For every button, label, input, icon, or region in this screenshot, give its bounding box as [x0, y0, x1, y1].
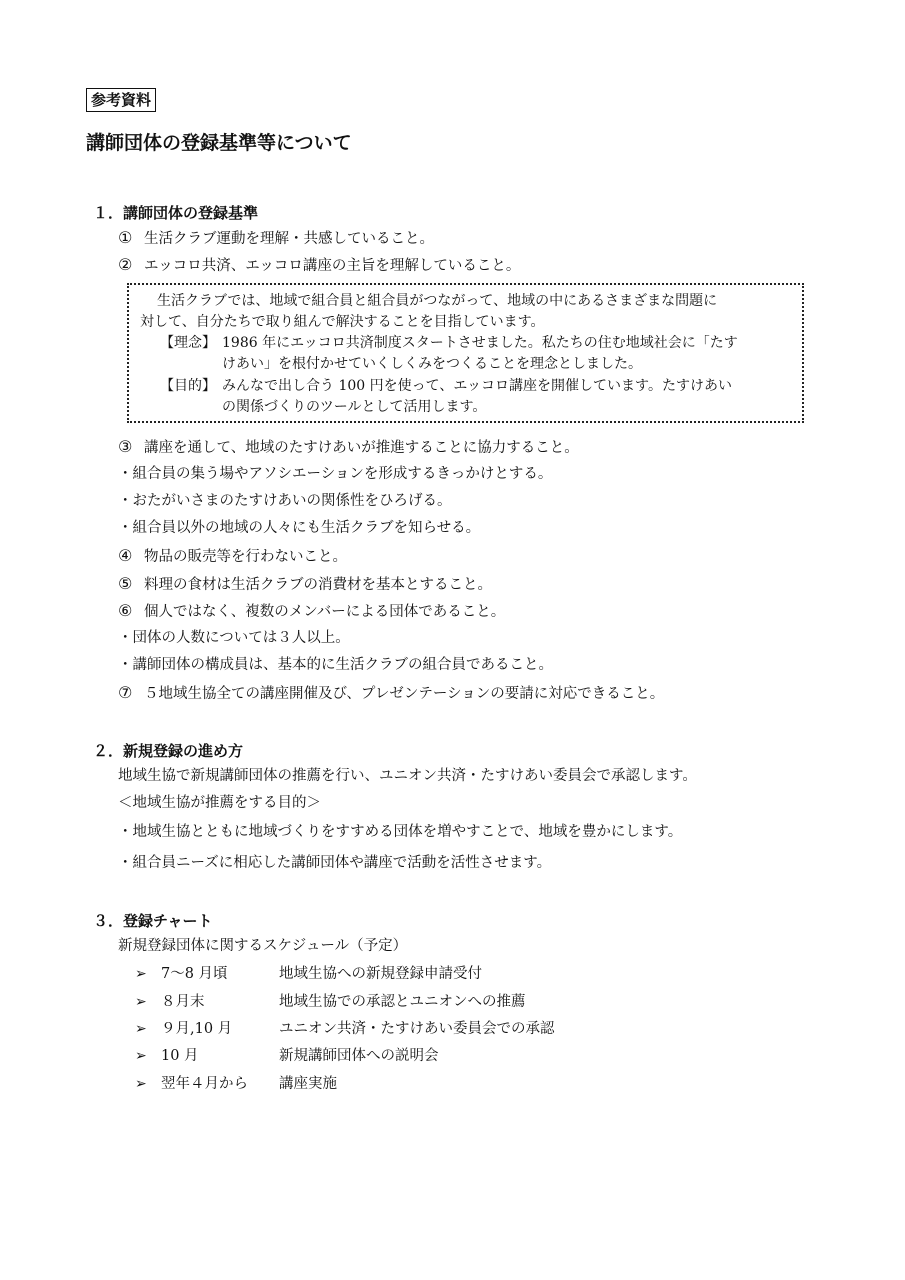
mokuteki-line2: の関係づくりのツールとして活用します。 [222, 399, 487, 415]
box-intro-line1: 生活クラブでは、地域で組合員と組合員がつながって、地域の中にあるさまざまな問題に [157, 293, 718, 309]
schedule-row [135, 1018, 555, 1040]
criterion-mark: ⑦ [118, 683, 133, 702]
schedule-what: ユニオン共済・たすけあい委員会での承認 [279, 1021, 555, 1037]
page-title: 講師団体の登録基準等について [86, 132, 352, 154]
section2-bullet-2: ・組合員ニーズに相応した講師団体や講座で活動を活性させます。 [118, 855, 552, 871]
c3-bullet-2: ・おたがいさまのたすけあいの関係性をひろげる。 [118, 493, 452, 509]
rinen-label: 【理念】 [160, 335, 216, 351]
section3-intro: 新規登録団体に関するスケジュール（予定） [118, 938, 408, 954]
criterion-text: 料理の食材は生活クラブの消費材を基本とすること。 [144, 577, 492, 593]
criterion-6 [118, 600, 505, 623]
criterion-text: 講座を通して、地域のたすけあいが推進することに協力すること。 [144, 440, 579, 456]
criterion-4 [118, 545, 347, 568]
section2-bullet-1: ・地域生協とともに地域づくりをすすめる団体を増やすことで、地域を豊かにします。 [118, 824, 683, 840]
criterion-1 [118, 227, 434, 250]
reference-tag: 参考資料 [86, 88, 156, 112]
arrow-bullet-icon: ➢ [135, 994, 147, 1010]
schedule-when: ８月末 [161, 994, 205, 1010]
schedule-row [135, 1045, 439, 1067]
criterion-text: ５地域生協全ての講座開催及び、プレゼンテーションの要請に対応できること。 [144, 686, 665, 702]
criterion-3 [118, 436, 579, 459]
criterion-mark: ⑥ [118, 601, 133, 620]
schedule-what: 新規講師団体への説明会 [279, 1048, 439, 1064]
schedule-row [135, 1073, 337, 1095]
criterion-7 [118, 682, 664, 705]
mokuteki-label: 【目的】 [160, 378, 216, 394]
schedule-row [135, 963, 482, 985]
section1-heading: １．講師団体の登録基準 [93, 204, 259, 222]
rinen-line1: 1986 年にエッコロ共済制度スタートさせました。私たちの住む地域社会に「たす [222, 335, 738, 351]
section3-heading: ３．登録チャート [93, 912, 213, 930]
criterion-mark: ② [118, 255, 133, 274]
schedule-when: 翌年４月から [161, 1076, 248, 1092]
box-intro-line2: 対して、自分たちで取り組んで解決することを目指しています。 [140, 314, 545, 330]
criterion-text: 物品の販売等を行わないこと。 [144, 549, 347, 565]
criterion-5 [118, 573, 492, 596]
schedule-when: ９月,10 月 [161, 1021, 233, 1037]
criterion-mark: ⑤ [118, 574, 133, 593]
rinen-line2: けあい」を根付かせていくしくみをつくることを理念としました。 [222, 356, 642, 372]
criterion-text: エッコロ共済、エッコロ講座の主旨を理解していること。 [144, 258, 521, 274]
schedule-what: 地域生協での承認とユニオンへの推薦 [279, 994, 526, 1010]
purpose-heading: ＜地域生協が推薦をする目的＞ [118, 795, 321, 811]
arrow-bullet-icon: ➢ [135, 1076, 147, 1092]
criterion-text: 個人ではなく、複数のメンバーによる団体であること。 [144, 604, 506, 620]
criterion-text: 生活クラブ運動を理解・共感していること。 [144, 231, 434, 247]
c3-bullet-1: ・組合員の集う場やアソシエーションを形成するきっかけとする。 [118, 466, 553, 482]
section2-line1: 地域生協で新規講師団体の推薦を行い、ユニオン共済・たすけあい委員会で承認します。 [118, 768, 697, 784]
c6-bullet-1: ・団体の人数については３人以上。 [118, 630, 350, 646]
c3-bullet-3: ・組合員以外の地域の人々にも生活クラブを知らせる。 [118, 520, 481, 536]
schedule-what: 講座実施 [279, 1076, 337, 1092]
arrow-bullet-icon: ➢ [135, 966, 147, 982]
criterion-mark: ④ [118, 546, 133, 565]
arrow-bullet-icon: ➢ [135, 1048, 147, 1064]
mokuteki-line1: みんなで出し合う 100 円を使って、エッコロ講座を開催しています。たすけあい [222, 378, 732, 394]
schedule-what: 地域生協への新規登録申請受付 [279, 966, 482, 982]
criterion-mark: ① [118, 228, 133, 247]
criterion-mark: ③ [118, 437, 133, 456]
arrow-bullet-icon: ➢ [135, 1021, 147, 1037]
criterion-2 [118, 254, 520, 277]
c6-bullet-2: ・講師団体の構成員は、基本的に生活クラブの組合員であること。 [118, 657, 553, 673]
schedule-when: 10 月 [161, 1048, 199, 1064]
schedule-row [135, 991, 526, 1013]
section2-heading: ２．新規登録の進め方 [93, 742, 244, 760]
schedule-when: 7〜8 月頃 [161, 966, 228, 982]
